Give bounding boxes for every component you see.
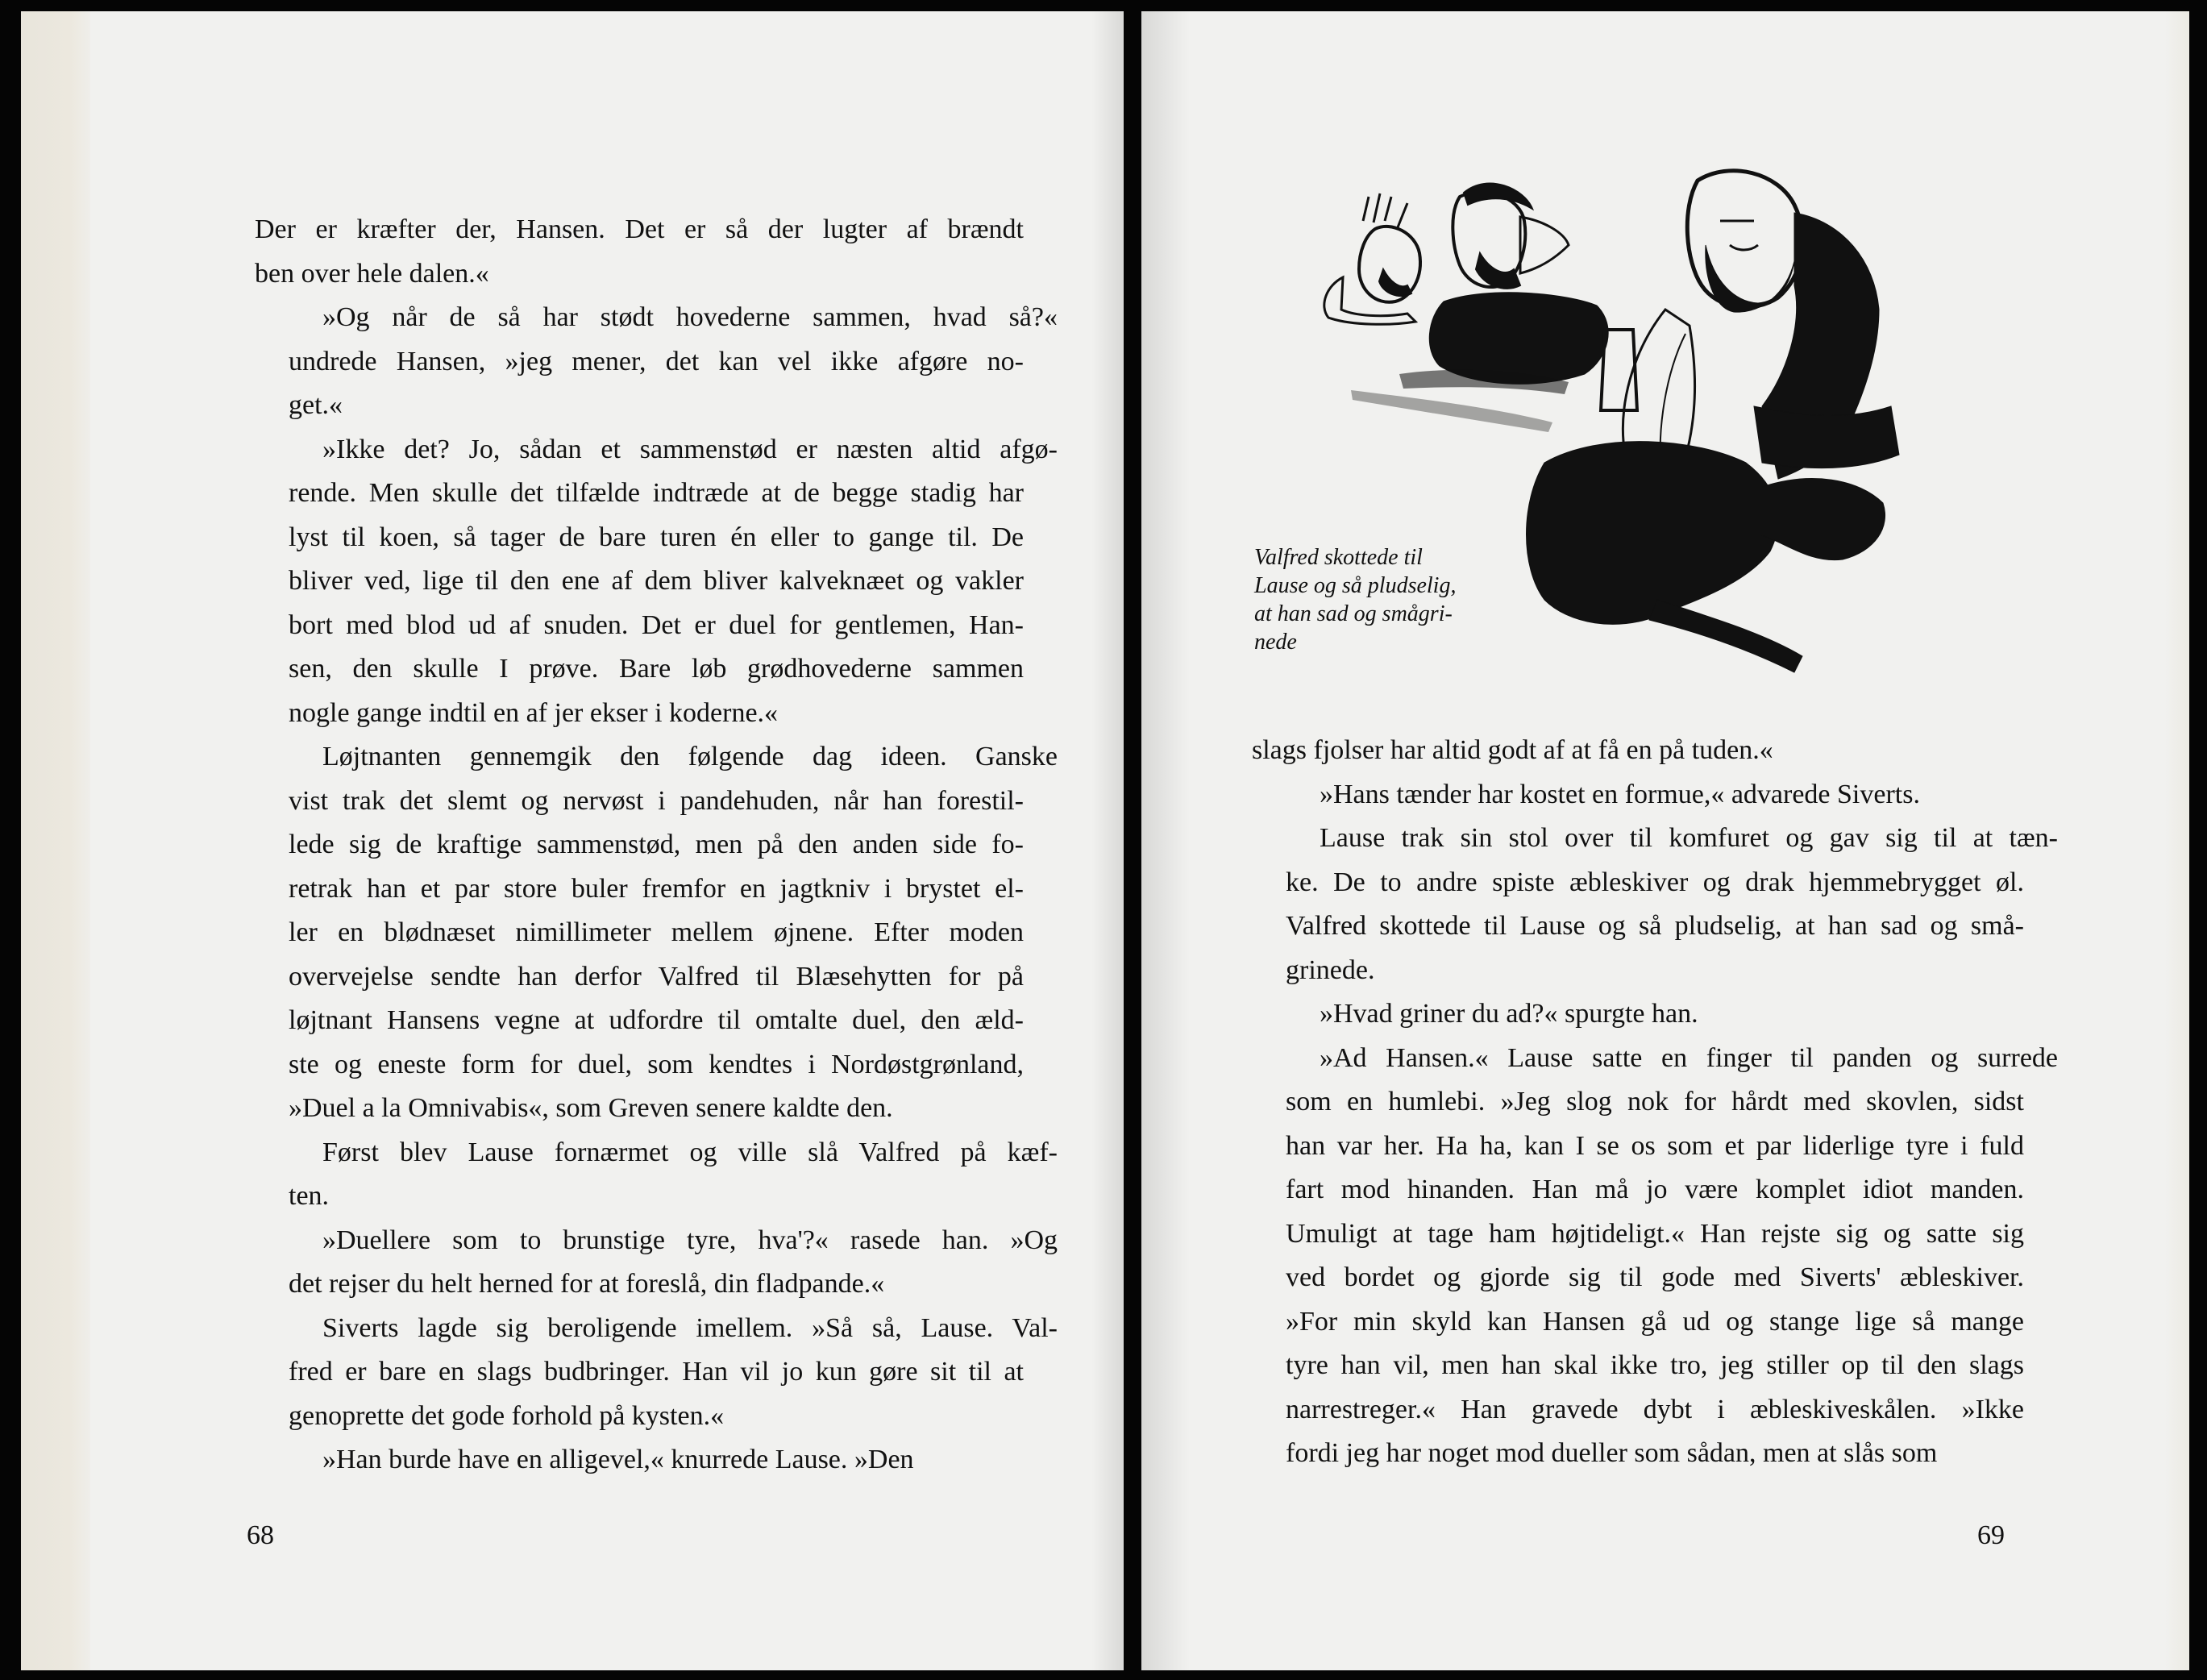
gutter-shadow bbox=[1141, 11, 1190, 1670]
left-body-text bbox=[255, 208, 1058, 1482]
text-line: grinede. bbox=[1286, 954, 1375, 985]
text-line: fordi jeg har noget mod dueller som sådan, men at slås som bbox=[1286, 1438, 1938, 1468]
paragraph bbox=[1252, 1037, 2058, 1476]
text-line: vist trak det slemt og nervøst i pandehuden, når han forestil- bbox=[289, 785, 1024, 816]
right-page bbox=[1141, 11, 2189, 1670]
paragraph bbox=[255, 1131, 1058, 1219]
paragraph bbox=[1252, 817, 2058, 992]
text-line: som en humlebi. »Jeg slog nok for hårdt med skovlen, sidst bbox=[1286, 1087, 2024, 1117]
paragraph bbox=[1252, 729, 2024, 773]
text-line: get.« bbox=[289, 390, 343, 420]
gutter-shadow bbox=[1091, 11, 1124, 1670]
text-line: ben over hele dalen.« bbox=[255, 258, 489, 289]
text-line: genoprette det gode forhold på kysten.« bbox=[289, 1400, 725, 1431]
paragraph bbox=[1252, 992, 2024, 1037]
left-page bbox=[21, 11, 1124, 1670]
page-edge bbox=[21, 11, 90, 1670]
paragraph bbox=[255, 1219, 1058, 1307]
illustration-caption bbox=[1254, 543, 1544, 656]
text-line: ste og eneste form for duel, som kendtes i Nordøstgrønland, bbox=[289, 1049, 1024, 1079]
text-line: »Hans tænder har kostet en formue,« advarede Siverts. bbox=[1320, 779, 1920, 809]
text-line: tyre han vil, men han skal ikke tro, jeg stiller op til den slags bbox=[1286, 1350, 2024, 1380]
paragraph bbox=[255, 296, 1058, 428]
text-line: ler en blødnæset nimillimeter mellem øjnene. Efter moden bbox=[289, 917, 1024, 947]
text-line: bort med blod ud af snuden. Det er duel for gentlemen, Han- bbox=[289, 609, 1024, 640]
page-edge bbox=[2165, 11, 2189, 1670]
text-line: Siverts lagde sig beroligende imellem. »Så så, Lause. Val- bbox=[322, 1312, 1058, 1343]
caption-line: Valfred skottede til bbox=[1254, 545, 1423, 570]
right-body-text bbox=[1252, 729, 2058, 1476]
text-line: »Hvad griner du ad?« spurgte han. bbox=[1320, 999, 1698, 1029]
caption-line: at han sad og smågri- bbox=[1254, 601, 1453, 626]
paragraph bbox=[255, 208, 1024, 296]
text-line: »Han burde have en alligevel,« knurrede Lause. »Den bbox=[322, 1445, 914, 1474]
text-line: det rejser du helt herned for at foreslå, din fladpande.« bbox=[289, 1269, 885, 1299]
text-line: undrede Hansen, »jeg mener, det kan vel ikke afgøre no- bbox=[289, 346, 1024, 376]
page-number: 69 bbox=[1977, 1520, 2005, 1550]
text-line: nogle gange indtil en af jer ekser i koderne.« bbox=[289, 697, 779, 728]
text-line: rende. Men skulle det tilfælde indtræde at de begge stadig har bbox=[289, 478, 1024, 508]
caption-line: nede bbox=[1254, 630, 1297, 655]
text-line: Umuligt at tage ham højtideligt.« Han rejste sig og satte sig bbox=[1286, 1218, 2024, 1249]
text-line: »Ikke det? Jo, sådan et sammenstød er næsten altid afgø- bbox=[322, 434, 1058, 464]
text-line: Der er kræfter der, Hansen. Det er så der lugter af brændt bbox=[255, 214, 1024, 244]
page-number: 68 bbox=[247, 1520, 274, 1550]
text-line: »Duellere som to brunstige tyre, hva'?« rasede han. »Og bbox=[322, 1225, 1058, 1255]
text-line: Først blev Lause fornærmet og ville slå Valfred på kæf- bbox=[322, 1137, 1058, 1167]
caption-line: Lause og så pludselig, bbox=[1254, 573, 1457, 598]
paragraph bbox=[255, 1307, 1058, 1439]
text-line: »Duel a la Omnivabis«, som Greven senere kaldte den. bbox=[289, 1093, 893, 1123]
paragraph bbox=[255, 428, 1058, 736]
text-line: han var her. Ha ha, kan I se os som et par liderlige tyre i fuld bbox=[1286, 1130, 2024, 1161]
paragraph bbox=[255, 1438, 1024, 1482]
text-line: ved bordet og gjorde sig til gode med Siverts' æbleskiver. bbox=[1286, 1262, 2024, 1292]
text-line: fred er bare en slags budbringer. Han vil jo kun gøre sit til at bbox=[289, 1357, 1024, 1387]
text-line: Valfred skottede til Lause og så pludselig, at han sad og små- bbox=[1286, 911, 2024, 941]
text-line: løjtnant Hansens vegne at udfordre til omtalte duel, den æld- bbox=[289, 1005, 1024, 1035]
paragraph bbox=[1252, 773, 2024, 817]
text-line: retrak han et par store buler fremfor en jagtkniv i brystet el- bbox=[289, 873, 1024, 904]
text-line: »Ad Hansen.« Lause satte en finger til panden og surrede bbox=[1320, 1042, 2058, 1073]
text-line: Lause trak sin stol over til komfuret og gav sig til at tæn- bbox=[1320, 823, 2058, 853]
text-line: lede sig de kraftige sammenstød, men på den anden side fo- bbox=[289, 830, 1024, 859]
text-line: »Og når de så har stødt hovederne sammen, hvad så?« bbox=[322, 302, 1058, 332]
paragraph bbox=[255, 735, 1058, 1131]
text-line: lyst til koen, så tager de bare turen én eller to gange til. De bbox=[289, 522, 1024, 552]
text-line: narrestreger.« Han gravede dybt i æbleskiveskålen. »Ikke bbox=[1286, 1394, 2024, 1424]
text-line: Løjtnanten gennemgik den følgende dag ideen. Ganske bbox=[322, 742, 1058, 771]
text-line: sen, den skulle I prøve. Bare løb grødhovederne sammen bbox=[289, 654, 1024, 684]
text-line: fart mod hinanden. Han må jo være komplet idiot manden. bbox=[1286, 1175, 2024, 1204]
text-line: ke. De to andre spiste æbleskiver og drak hjemmebrygget øl. bbox=[1286, 867, 2024, 897]
text-line: overvejelse sendte han derfor Valfred til Blæsehytten for på bbox=[289, 961, 1024, 992]
text-line: »For min skyld kan Hansen gå ud og stange lige så mange bbox=[1286, 1306, 2024, 1337]
text-line: bliver ved, lige til den ene af dem bliver kalveknæet og vakler bbox=[289, 566, 1024, 596]
text-line: ten. bbox=[289, 1181, 330, 1211]
text-line: slags fjolser har altid godt af at få en på tuden.« bbox=[1252, 735, 1773, 765]
